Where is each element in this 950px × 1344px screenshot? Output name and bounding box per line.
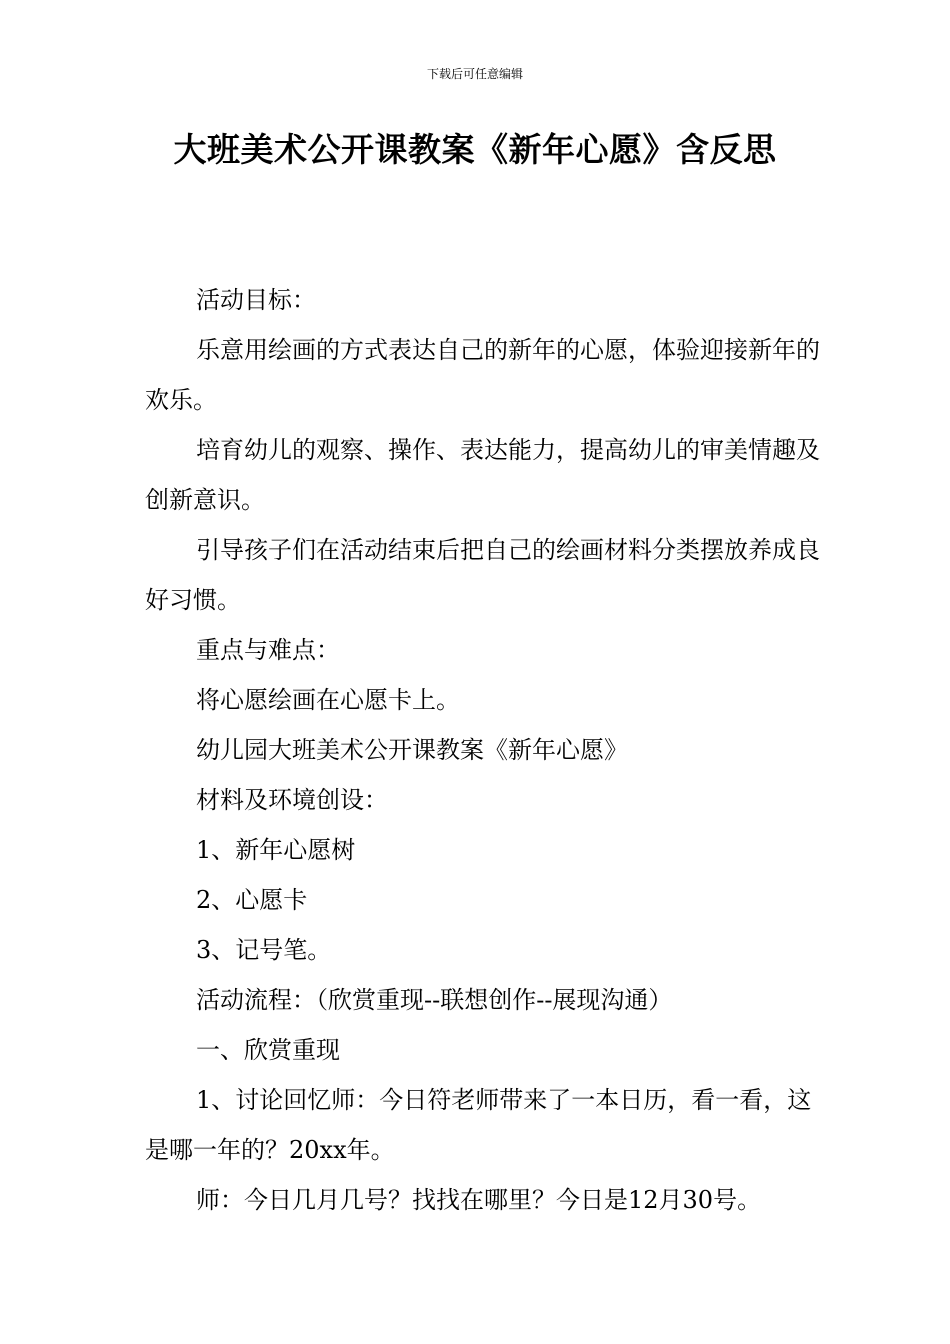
paragraph-material-3: 3、记号笔。 xyxy=(196,936,332,964)
header-note: 下载后可任意编辑 xyxy=(426,67,523,81)
paragraph-discussion: 1、讨论回忆师：今日符老师带来了一本日历，看一看，这是哪一年的？20xx年。 xyxy=(145,1086,812,1164)
paragraph-goal-1: 乐意用绘画的方式表达自己的新年的心愿，体验迎接新年的欢乐。 xyxy=(145,336,820,414)
document-body xyxy=(145,275,825,1225)
paragraph-materials-heading: 材料及环境创设： xyxy=(196,786,388,814)
paragraph-teacher-question: 师：今日几月几号？找找在哪里？今日是12月30号。 xyxy=(196,1186,762,1214)
paragraph-material-1: 1、新年心愿树 xyxy=(196,836,356,864)
paragraph-lesson-name: 幼儿园大班美术公开课教案《新年心愿》 xyxy=(196,736,628,764)
paragraph-goal-3: 引导孩子们在活动结束后把自己的绘画材料分类摆放养成良好习惯。 xyxy=(145,536,820,614)
paragraph-key-points-heading: 重点与难点： xyxy=(196,636,340,664)
paragraph-section-1-heading: 一、欣赏重现 xyxy=(196,1036,340,1064)
paragraph-goal-2: 培育幼儿的观察、操作、表达能力，提高幼儿的审美情趣及创新意识。 xyxy=(145,436,820,514)
document-title: 大班美术公开课教案《新年心愿》含反思 xyxy=(173,130,777,169)
paragraph-key-point: 将心愿绘画在心愿卡上。 xyxy=(196,686,460,714)
paragraph-material-2: 2、心愿卡 xyxy=(196,886,308,914)
paragraph-activity-goals-heading: 活动目标： xyxy=(196,286,316,314)
paragraph-activity-flow: 活动流程：（欣赏重现--联想创作--展现沟通） xyxy=(196,986,673,1014)
